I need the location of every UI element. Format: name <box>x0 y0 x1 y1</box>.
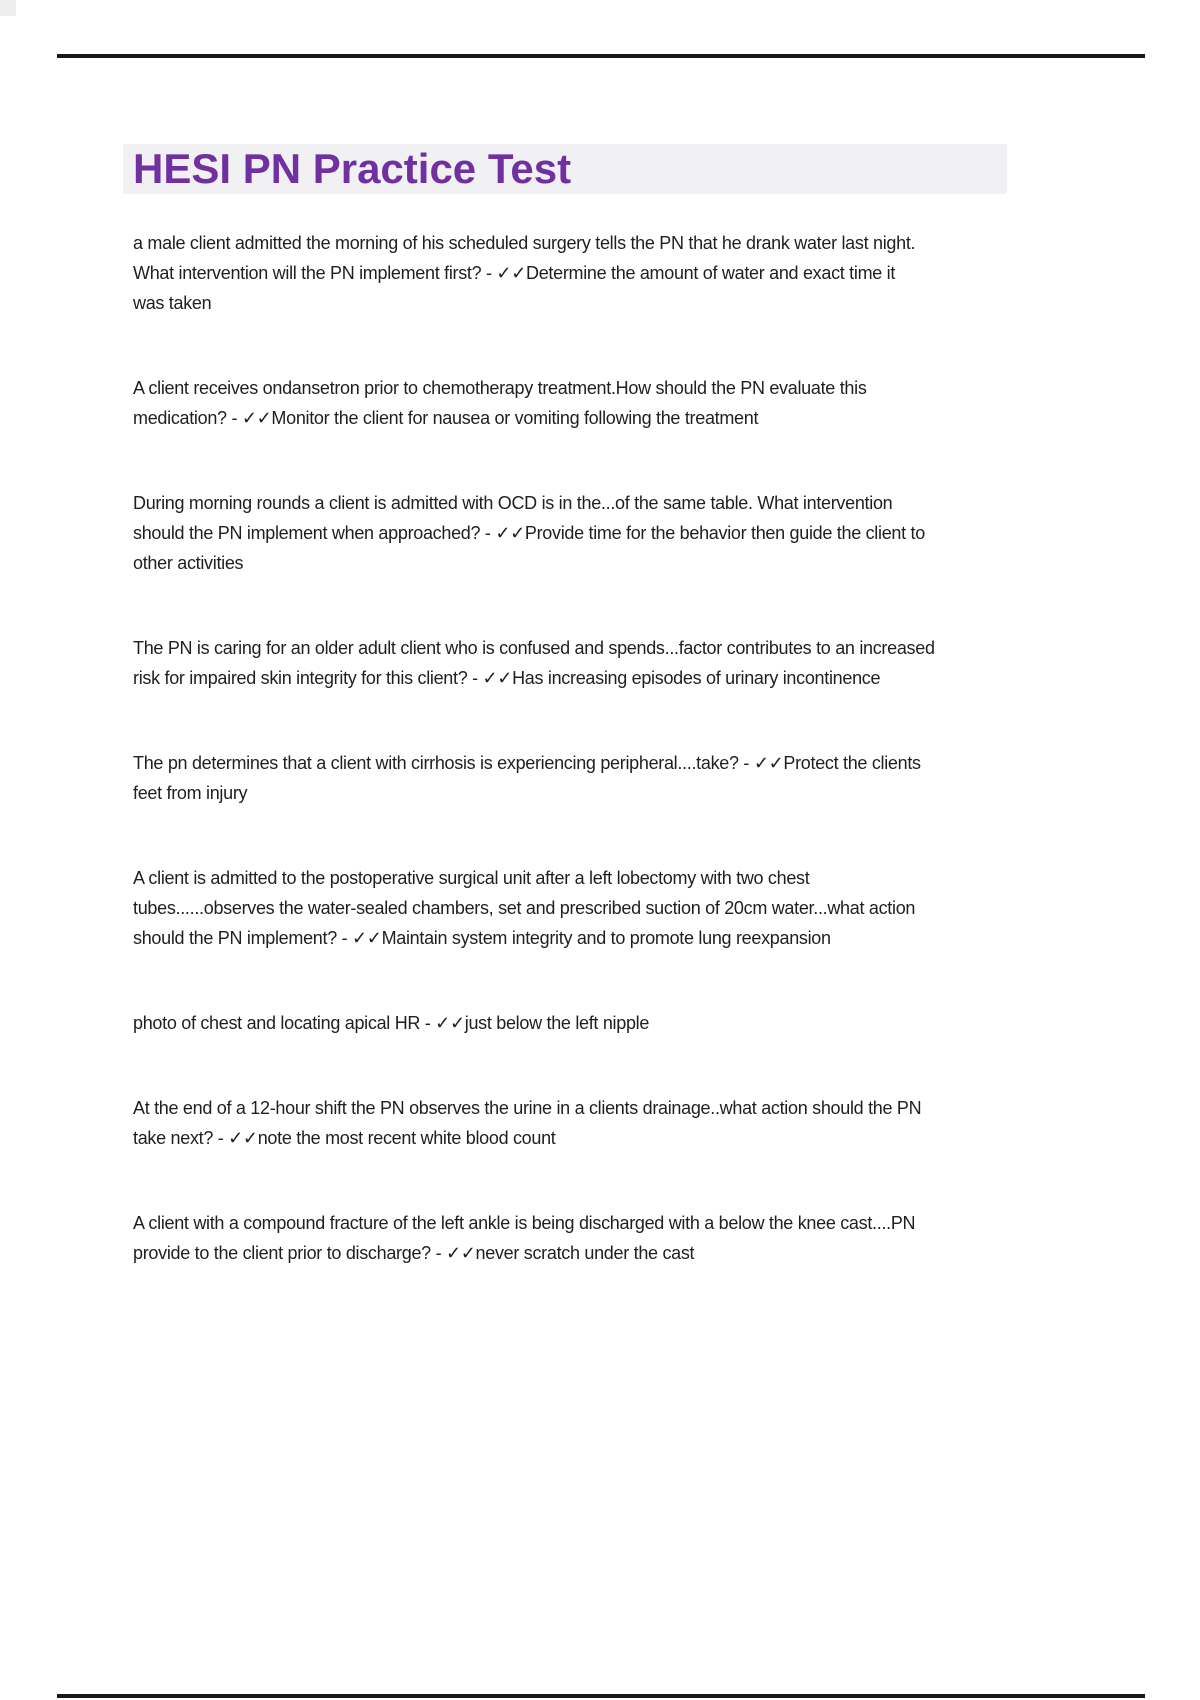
qa-line: At the end of a 12-hour shift the PN observes the urine in a clients drainage..what action should the PN <box>133 1098 922 1118</box>
qa-list <box>133 228 1013 1323</box>
qa-line: The pn determines that a client with cirrhosis is experiencing peripheral....take? - ✓✓Protect the clients <box>133 753 921 773</box>
qa-line: provide to the client prior to discharge? - ✓✓never scratch under the cast <box>133 1243 695 1263</box>
qa-item <box>133 1093 1013 1153</box>
qa-line: photo of chest and locating apical HR - ✓✓just below the left nipple <box>133 1013 650 1033</box>
qa-line: The PN is caring for an older adult client who is confused and spends...factor contributes to an increased <box>133 638 935 658</box>
bottom-horizontal-rule <box>57 1694 1145 1698</box>
qa-line: medication? - ✓✓Monitor the client for nausea or vomiting following the treatment <box>133 408 759 428</box>
qa-line: take next? - ✓✓note the most recent white blood count <box>133 1128 556 1148</box>
qa-item <box>133 863 1013 953</box>
qa-item <box>133 748 1013 808</box>
qa-item <box>133 1008 1013 1038</box>
qa-line: risk for impaired skin integrity for this client? - ✓✓Has increasing episodes of urinary incontinence <box>133 668 881 688</box>
qa-line: tubes......observes the water-sealed chambers, set and prescribed suction of 20cm water...what action <box>133 898 916 918</box>
qa-item <box>133 373 1013 433</box>
qa-line: A client is admitted to the postoperative surgical unit after a left lobectomy with two chest <box>133 868 810 888</box>
top-horizontal-rule <box>57 54 1145 58</box>
qa-line: other activities <box>133 553 244 573</box>
qa-line: should the PN implement when approached? - ✓✓Provide time for the behavior then guide the client to <box>133 523 925 543</box>
qa-line: During morning rounds a client is admitted with OCD is in the...of the same table. What intervention <box>133 493 893 513</box>
scan-corner-artifact <box>0 0 16 16</box>
qa-line: was taken <box>133 293 212 313</box>
qa-item <box>133 1208 1013 1268</box>
qa-line: A client with a compound fracture of the left ankle is being discharged with a below the knee cast....PN <box>133 1213 916 1233</box>
qa-line: A client receives ondansetron prior to chemotherapy treatment.How should the PN evaluate this <box>133 378 867 398</box>
qa-item <box>133 228 1013 318</box>
page-title: HESI PN Practice Test <box>133 145 572 192</box>
qa-line: What intervention will the PN implement first? - ✓✓Determine the amount of water and exact time it <box>133 263 896 283</box>
qa-line: a male client admitted the morning of his scheduled surgery tells the PN that he drank water last night. <box>133 233 916 253</box>
title-band <box>123 144 1007 194</box>
qa-item <box>133 633 1013 693</box>
qa-line: should the PN implement? - ✓✓Maintain system integrity and to promote lung reexpansion <box>133 928 831 948</box>
qa-line: feet from injury <box>133 783 248 803</box>
qa-item <box>133 488 1013 578</box>
